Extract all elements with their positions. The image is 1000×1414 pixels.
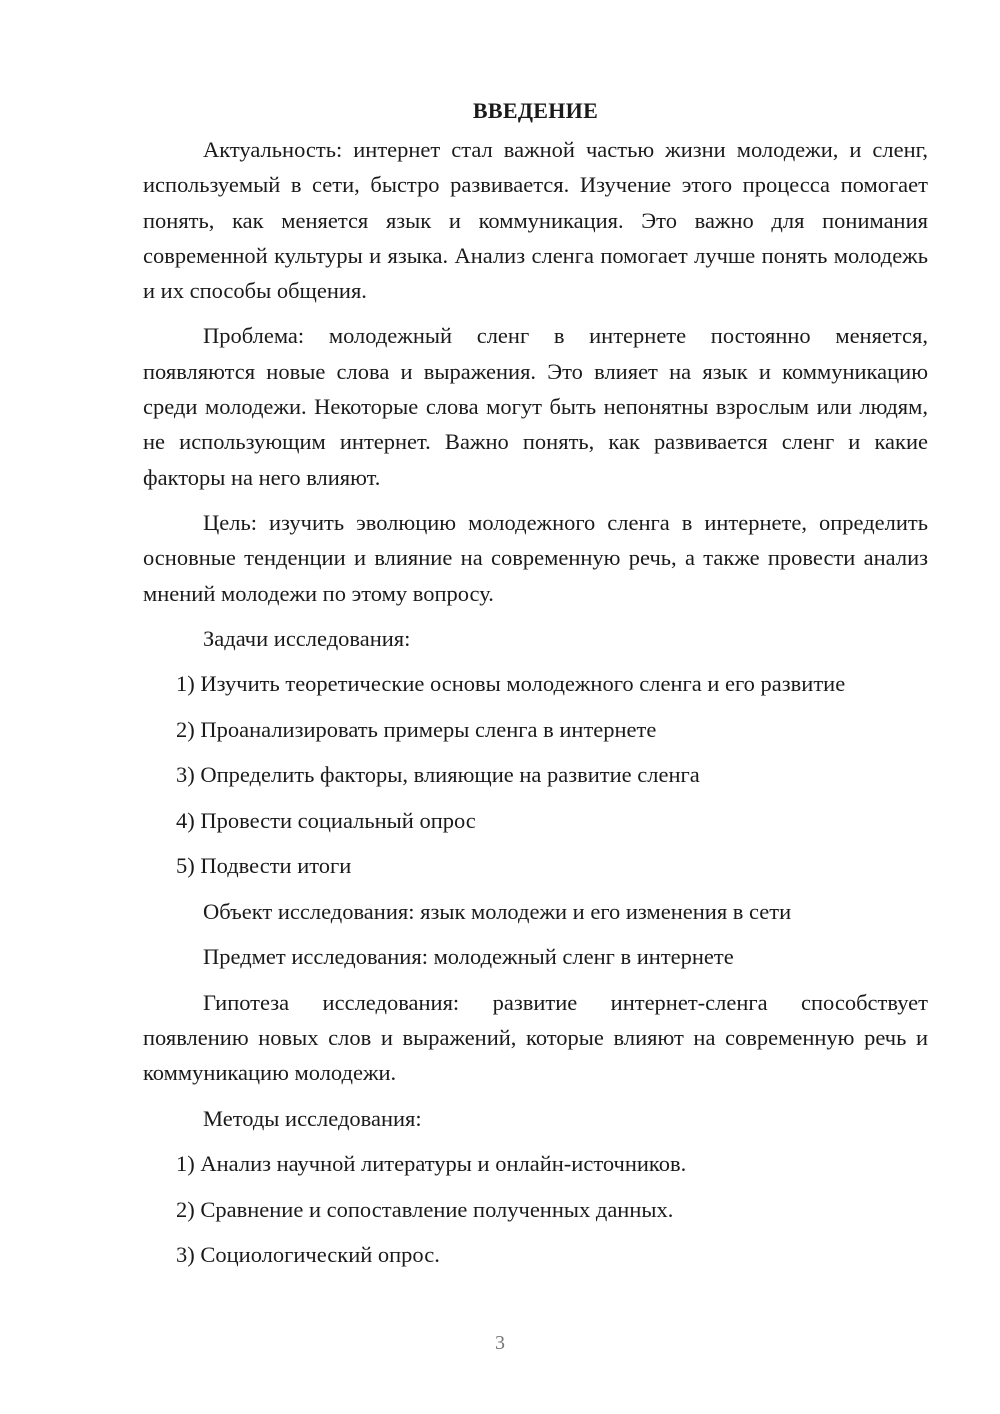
- list-item: 1) Анализ научной литературы и онлайн-источников.: [176, 1151, 687, 1177]
- problem-paragraph: Проблема: молодежный сленг в интернете постоянно меняется, появляются новые слова и выражения. Это влияет на язык и коммуникацию среди молодежи. Некоторые слова могут быть непонятны взрослым или людям, не использующим интернет. Важно понять, как развивается сленг и какие факторы на него влияют.: [143, 323, 928, 490]
- list-item: 4) Провести социальный опрос: [176, 807, 476, 833]
- research-subject: Предмет исследования: молодежный сленг в интернете: [203, 944, 734, 970]
- methods-label: Методы исследования:: [203, 1105, 422, 1131]
- research-object: Объект исследования: язык молодежи и его изменения в сети: [203, 898, 792, 924]
- list-item: 1) Изучить теоретические основы молодежного сленга и его развитие: [176, 671, 846, 697]
- goal-paragraph: Цель: изучить эволюцию молодежного сленга в интернете, определить основные тенденции и влияние на современную речь, а также провести анализ мнений молодежи по этому вопросу.: [143, 509, 928, 606]
- page-number: 3: [495, 1332, 505, 1354]
- page-title: ВВЕДЕНИЕ: [472, 98, 599, 123]
- list-item: 2) Сравнение и сопоставление полученных данных.: [176, 1196, 674, 1222]
- list-item: 3) Определить факторы, влияющие на развитие сленга: [176, 762, 700, 788]
- tasks-list: [143, 666, 928, 883]
- list-item: 3) Социологический опрос.: [176, 1242, 440, 1268]
- document-page: [143, 96, 928, 1283]
- methods-list: [143, 1146, 928, 1272]
- relevance-paragraph: Актуальность: интернет стал важной частью жизни молодежи, и сленг, используемый в сети, быстро развивается. Изучение этого процесса помогает понять, как меняется язык и коммуникация. Это важно для понимания современной культуры и языка. Анализ сленга помогает лучше понять молодежь и их способы общения.: [143, 137, 928, 304]
- list-item: 5) Подвести итоги: [176, 853, 352, 879]
- hypothesis-paragraph: Гипотеза исследования: развитие интернет-сленга способствует появлению новых слов и выражений, которые влияют на современную речь и коммуникацию молодежи.: [143, 989, 928, 1086]
- tasks-label: Задачи исследования:: [203, 625, 411, 651]
- list-item: 2) Проанализировать примеры сленга в интернете: [176, 716, 657, 742]
